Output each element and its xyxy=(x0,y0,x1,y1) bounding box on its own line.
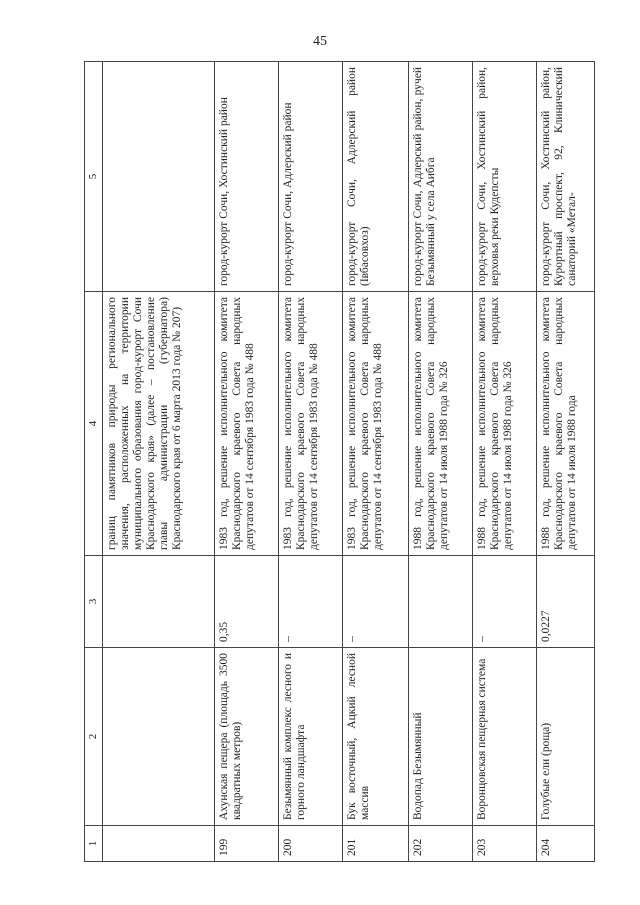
monument-area: – xyxy=(279,556,343,648)
header-col-3: 3 xyxy=(85,556,103,648)
row-number xyxy=(103,826,215,862)
table-row xyxy=(473,62,537,862)
table-row xyxy=(409,62,473,862)
header-col-2: 2 xyxy=(85,648,103,826)
monument-name: Водопад Безымянный xyxy=(409,648,473,826)
legal-document: 1988 год, решение исполнительного комитета Краснодарского краевого Совета народных депутатов от 14 июля 1988 года № 326 xyxy=(473,292,537,556)
monument-name: Безымянный комплекс лесного и горного ландшафта xyxy=(279,648,343,826)
monument-location: город-курорт Сочи, Адлерский район xyxy=(279,62,343,292)
row-number: 204 xyxy=(537,826,595,862)
monument-location: город-курорт Сочи, Адлерский район, ручей Безымянный у села Аибга xyxy=(409,62,473,292)
monument-area: – xyxy=(473,556,537,648)
monument-name: Голубые ели (роща) xyxy=(537,648,595,826)
monument-area: 0,35 xyxy=(215,556,279,648)
rotated-table-container xyxy=(84,62,592,862)
monuments-table xyxy=(84,61,595,862)
monument-location: город-курорт Сочи, Хостинский район, Курортный проспект, 92, Клинический санаторий «Метал- xyxy=(537,62,595,292)
table-row xyxy=(279,62,343,862)
table-row xyxy=(537,62,595,862)
monument-area xyxy=(103,556,215,648)
monument-location: город-курорт Сочи, Адлерский район (Івбасовхоз) xyxy=(343,62,409,292)
table-row xyxy=(215,62,279,862)
legal-document: 1988 год, решение исполнительного комитета Краснодарского краевого Совета народных депутатов от 14 июля 1988 года № 326 xyxy=(409,292,473,556)
header-col-4: 4 xyxy=(85,292,103,556)
header-row xyxy=(85,62,103,862)
monument-name: Бук восточный, Ацкий лесной массив xyxy=(343,648,409,826)
monument-area xyxy=(409,556,473,648)
legal-document: границ памятников природы регионального значения, расположенных на территории муниципального образования город-курорт Сочи Краснодарского края» (далее – постановление главы администрации (губернатора) Краснодарского края от 6 марта 2013 года № 207) xyxy=(103,292,215,556)
monument-area: – xyxy=(343,556,409,648)
monument-name: Воронцовская пещерная система xyxy=(473,648,537,826)
monument-location xyxy=(103,62,215,292)
row-number: 202 xyxy=(409,826,473,862)
row-number: 201 xyxy=(343,826,409,862)
row-number: 200 xyxy=(279,826,343,862)
table-row xyxy=(103,62,215,862)
legal-document: 1988 год, решение исполнительного комитета Краснодарского краевого Совета народных депутатов от 14 июля 1988 года xyxy=(537,292,595,556)
table-row xyxy=(343,62,409,862)
monument-name: Ахунская пещера (площадь 3500 квадратных метров) xyxy=(215,648,279,826)
monument-location: город-курорт Сочи, Хостинский район, верховья реки Кудепсты xyxy=(473,62,537,292)
legal-document: 1983 год, решение исполнительного комитета Краснодарского краевого Совета народных депутатов от 14 сентября 1983 года № 488 xyxy=(343,292,409,556)
header-col-5: 5 xyxy=(85,62,103,292)
row-number: 203 xyxy=(473,826,537,862)
legal-document: 1983 год, решение исполнительного комитета Краснодарского краевого Совета народных депутатов от 14 сентября 1983 года № 488 xyxy=(215,292,279,556)
monument-location: город-курорт Сочи, Хостинский район xyxy=(215,62,279,292)
page-number: 45 xyxy=(313,34,327,49)
header-col-1: 1 xyxy=(85,826,103,862)
monument-name xyxy=(103,648,215,826)
row-number: 199 xyxy=(215,826,279,862)
monument-area: 0,0227 xyxy=(537,556,595,648)
legal-document: 1983 год, решение исполнительного комитета Краснодарского краевого Совета народных депутатов от 14 сентября 1983 года № 488 xyxy=(279,292,343,556)
